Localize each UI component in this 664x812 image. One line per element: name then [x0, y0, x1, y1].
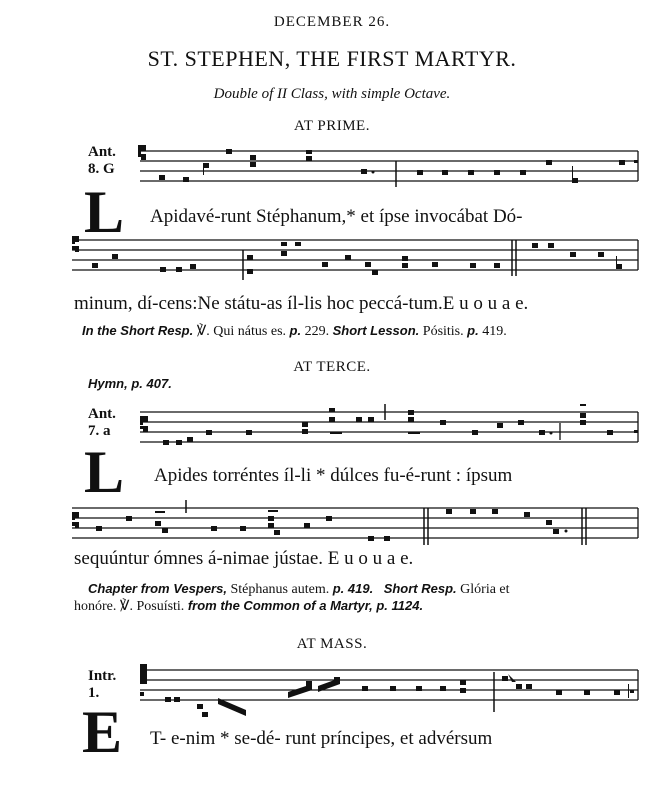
terce-heading: AT TERCE.	[293, 359, 371, 375]
prime-initial: L	[84, 179, 125, 245]
prime-ref-label-4: p.	[467, 323, 479, 338]
prime-ref-label-1: In the Short Resp.	[82, 323, 194, 338]
terce-short-resp-text: Glória et	[460, 582, 510, 597]
mass-lyrics-1: T- e-nim * se-dé- runt príncipes, et advérsum	[150, 728, 493, 749]
terce-short-resp-label: Short Resp.	[383, 581, 457, 596]
terce-mode-line2: 7. a	[88, 423, 111, 439]
prime-ref-label-3: Short Lesson.	[332, 323, 420, 338]
terce-chapter-page: p. 419.	[332, 581, 374, 596]
terce-lyrics-2: sequúntur ómnes á-nimae jústae. E u o u a e.	[74, 548, 414, 569]
prime-ref-label-2: p.	[289, 323, 302, 338]
prime-lyrics-1: Apidavé-runt Stéphanum,* et ípse invocábat Dó-	[150, 206, 523, 227]
date-heading: DECEMBER 26.	[273, 14, 391, 30]
mass-staff	[140, 670, 638, 712]
mass-mode-line1: Intr.	[88, 668, 117, 684]
prime-mode-line2: 8. G	[88, 161, 115, 177]
terce-staff-2-notes	[72, 509, 568, 541]
mass-heading: AT MASS.	[296, 636, 368, 652]
terce-hymn-reference	[88, 376, 172, 393]
terce-chapter-reference	[88, 581, 510, 598]
terce-staff-1	[140, 404, 638, 442]
prime-staff-2-notes	[72, 236, 622, 275]
prime-ref-text-3: Pósitis.	[422, 324, 464, 339]
prime-reference	[82, 323, 507, 340]
terce-initial: L	[84, 439, 125, 505]
terce-common-label: from the Common of a Martyr, p. 1124.	[187, 598, 424, 613]
terce-chapter-text: Stéphanus autem.	[230, 582, 330, 597]
terce-mode-line1: Ant.	[88, 406, 116, 422]
prime-ref-text-1: ℣. Qui nátus es.	[196, 324, 287, 339]
prime-mode-line1: Ant.	[88, 144, 116, 160]
terce-lyrics-1: Apides torréntes íl-li * dúlces fu-é-runt : ípsum	[154, 465, 513, 486]
prime-ref-text-4: 419.	[482, 324, 507, 339]
mass-mode	[88, 668, 116, 702]
terce-common-reference	[74, 598, 423, 615]
prime-lyrics-2: minum, dí-cens:Ne státu-as íl-lis hoc peccá-tum.E u o u a e.	[74, 293, 529, 314]
feast-rank: Double of II Class, with simple Octave.	[213, 86, 451, 102]
feast-title: ST. STEPHEN, THE FIRST MARTYR.	[147, 46, 517, 71]
terce-staff-1-notes	[140, 404, 638, 445]
terce-verse-text: honóre. ℣. Posuísti.	[74, 599, 185, 614]
prime-heading: AT PRIME.	[294, 118, 370, 134]
terce-mode	[88, 406, 116, 440]
terce-chapter-label: Chapter from Vespers,	[88, 581, 227, 596]
prime-staff-1	[140, 151, 638, 187]
mass-initial: E	[82, 699, 123, 765]
prime-ref-text-2: 229.	[304, 324, 330, 339]
mass-mode-line2: 1.	[88, 685, 100, 701]
terce-hymn: Hymn, p. 407.	[88, 376, 172, 391]
